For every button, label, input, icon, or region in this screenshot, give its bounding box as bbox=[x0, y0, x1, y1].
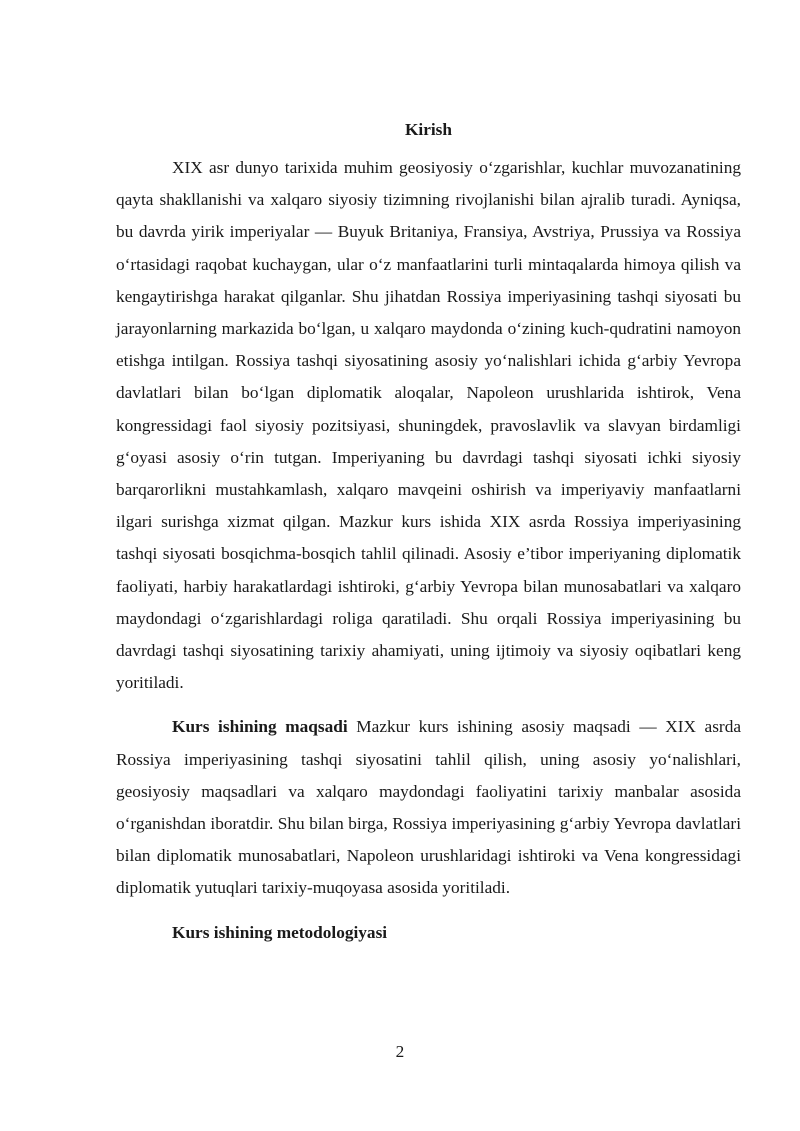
page-number: 2 bbox=[395, 1042, 405, 1061]
goal-paragraph bbox=[116, 711, 741, 904]
goal-label: Kurs ishining maqsadi bbox=[172, 717, 348, 737]
intro-paragraph: XIX asr dunyo tarixida muhim geosiyosiy o‘zgarishlar, kuchlar muvozanatining qayta shakllanishi va xalqaro siyosiy tizimning rivojlanishi bilan ajralib turadi. Ayniqsa, bu davrda yirik imperiyalar — Buyuk Britaniya, Fransiya, Avstriya, Prussiya va Rossiya o‘rtasidagi raqobat kuchaygan, ular o‘z manfaatlarini turli mintaqalarda himoya qilish va kengaytirishga harakat qilganlar. Shu jihatdan Rossiya imperiyasining tashqi siyosati bu jarayonlarning markazida bo‘lgan, u xalqaro maydonda o‘zining kuch-qudratini namoyon etishga intilgan. Rossiya tashqi siyosatining asosiy yo‘nalishlari ichida g‘arbiy Yevropa davlatlari bilan bo‘lgan diplomatik aloqalar, Napoleon urushlarida ishtirok, Vena kongressidagi faol siyosiy pozitsiyasi, shuningdek, pravoslavlik va slavyan birdamligi g‘oyasi asosiy o‘rin tutgan. Imperiyaning bu davrdagi tashqi siyosati ichki siyosiy barqarorlikni mustahkamlash, xalqaro mavqeini oshirish va imperiyaviy manfaatlarni ilgari surishga xizmat qilgan. Mazkur kurs ishida XIX asrda Rossiya imperiyasining tashqi siyosati bosqichma-bosqich tahlil qilinadi. Asosiy e’tibor imperiyaning diplomatik faoliyati, harbiy harakatlardagi ishtiroki, g‘arbiy Yevropa bilan munosabatlari va xalqaro maydondagi o‘zgarishlardagi roliga qaratiladi. Shu orqali Rossiya imperiyasining bu davrdagi tashqi siyosatining tarixiy ahamiyati, uning ijtimoiy va siyosiy oqibatlari keng yoritiladi. bbox=[116, 158, 741, 693]
goal-text: Mazkur kurs ishining asosiy maqsadi — XIX asrda Rossiya imperiyasining tashqi siyosatini tahlil qilish, uning asosiy yo‘nalishlari, geosiyosiy maqsadlari va xalqaro maydondagi faoliyatini tarixiy manbalar asosida o‘rganishdan iboratdir. Shu bilan birga, Rossiya imperiyasining g‘arbiy Yevropa davlatlari bilan diplomatik munosabatlari, Napoleon urushlaridagi ishtiroki va Vena kongressidagi diplomatik yutuqlari tarixiy-muqoyasa asosida yoritiladi. bbox=[116, 717, 741, 898]
page-title: Kirish bbox=[404, 120, 453, 139]
document-page bbox=[116, 118, 741, 949]
methodology-heading: Kurs ishining metodologiyasi bbox=[172, 922, 388, 942]
